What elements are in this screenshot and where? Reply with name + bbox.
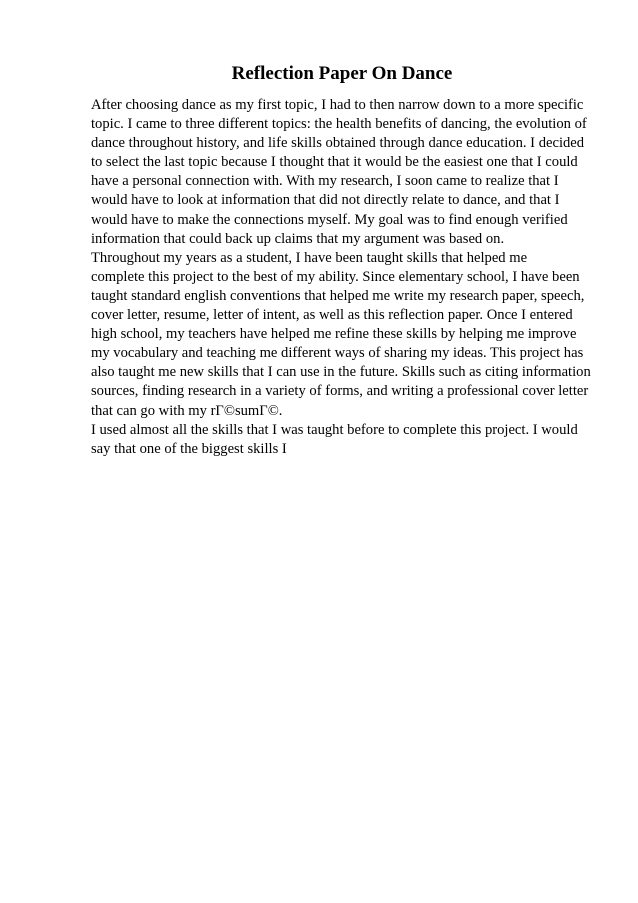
body-line: also taught me new skills that I can use in the future. Skills such as citing information bbox=[91, 364, 591, 381]
body-line: I used almost all the skills that I was taught before to complete this project. I would bbox=[91, 421, 578, 438]
body-line: complete this project to the best of my ability. Since elementary school, I have been bbox=[91, 268, 580, 285]
body-line: say that one of the biggest skills I bbox=[91, 440, 287, 457]
body-line: to select the last topic because I thought that it would be the easiest one that I could bbox=[91, 154, 578, 171]
body-line: sources, finding research in a variety of forms, and writing a professional cover letter bbox=[91, 383, 589, 400]
body-line: After choosing dance as my first topic, I had to then narrow down to a more specific bbox=[91, 97, 584, 113]
body-line: taught standard english conventions that helped me write my research paper, speech, bbox=[91, 287, 585, 304]
body-line: cover letter, resume, letter of intent, as well as this reflection paper. Once I entered bbox=[91, 307, 573, 324]
body-line: dance throughout history, and life skills obtained through dance education. I decided bbox=[91, 135, 585, 152]
body-line: would have to look at information that did not directly relate to dance, and that I bbox=[91, 192, 560, 209]
body-line: that can go with my rГ©sumГ©. bbox=[91, 402, 283, 419]
body-line: have a personal connection with. With my research, I soon came to realize that I bbox=[91, 173, 559, 190]
document-title: Reflection Paper On Dance bbox=[231, 63, 453, 84]
body-line: topic. I came to three different topics: the health benefits of dancing, the evolution of bbox=[91, 116, 587, 133]
body-line: my vocabulary and teaching me different ways of sharing my ideas. This project has bbox=[91, 345, 584, 362]
body-line: information that could back up claims that my argument was based on. bbox=[91, 230, 505, 247]
body-line: would have to make the connections myself. My goal was to find enough verified bbox=[91, 211, 568, 228]
body-line: high school, my teachers have helped me refine these skills by helping me improve bbox=[91, 326, 577, 343]
body-line: Throughout my years as a student, I have been taught skills that helped me bbox=[91, 249, 528, 266]
document-body bbox=[91, 96, 601, 459]
